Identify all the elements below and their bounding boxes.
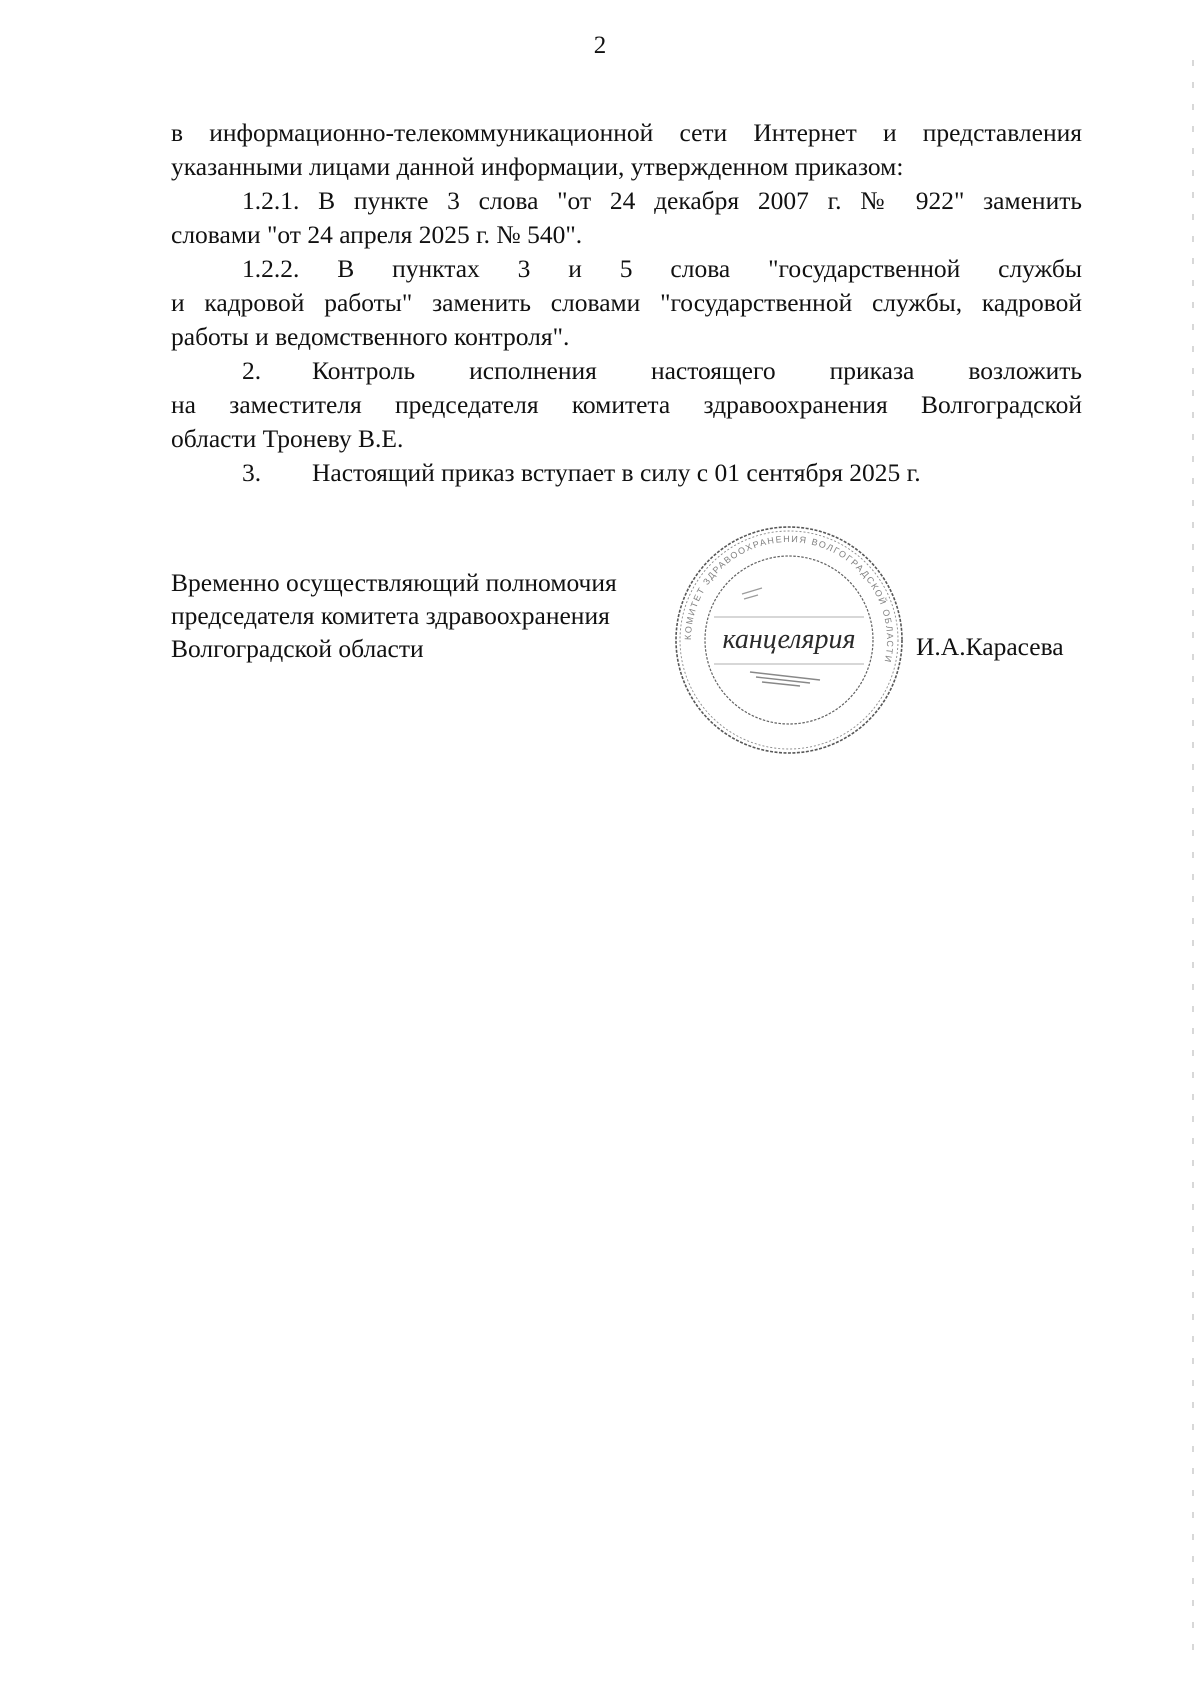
item-2-text: Контроль исполнения настоящего приказа возложить <box>312 356 1082 385</box>
page-number: 2 <box>593 32 607 59</box>
signatory-position-line-3: Волгоградской области <box>171 634 424 663</box>
item-1-2-2-line-3: работы и ведомственного контроля". <box>171 322 570 351</box>
document-body <box>171 116 1082 490</box>
signatory-name: И.А.Карасева <box>916 632 1064 661</box>
paragraph-continuation-line-1: в информационно-телекоммуникационной сети Интернет и представления <box>171 118 1082 147</box>
signatory-position-line-2: председателя комитета здравоохранения <box>171 601 610 630</box>
item-3-number: 3. <box>242 458 262 487</box>
item-3-text: Настоящий приказ вступает в силу с 01 сентября 2025 г. <box>312 458 921 487</box>
signatory-position-line-1: Временно осуществляющий полномочия <box>171 568 617 597</box>
item-1-2-2-line-2: и кадровой работы" заменить словами "государственной службы, кадровой <box>171 288 1082 317</box>
item-2-line-1 <box>171 354 1082 388</box>
item-1-2-2-line-1: 1.2.2. В пунктах 3 и 5 слова "государственной службы <box>242 254 1082 283</box>
item-2-line-3: области Троневу В.Е. <box>171 424 404 453</box>
scan-edge-artifact <box>1192 60 1194 1660</box>
signatory-position <box>171 566 691 665</box>
item-1-2-1-line-2: словами "от 24 апреля 2025 г. № 540". <box>171 220 583 249</box>
item-1-2-1-line-1: 1.2.1. В пункте 3 слова "от 24 декабря 2007 г. № 922" заменить <box>242 186 1082 215</box>
stamp-ring-text: КОМИТЕТ ЗДРАВООХРАНЕНИЯ ВОЛГОГРАДСКОЙ ОБЛАСТИ <box>682 533 896 665</box>
item-3-line <box>171 456 1082 490</box>
item-2-number: 2. <box>242 356 262 385</box>
office-stamp <box>670 522 908 758</box>
item-2-line-2: на заместителя председателя комитета здравоохранения Волгоградской <box>171 390 1082 419</box>
paragraph-continuation-line-2: указанными лицами данной информации, утвержденном приказом: <box>171 152 904 181</box>
stamp-center-text: канцелярия <box>722 624 856 655</box>
